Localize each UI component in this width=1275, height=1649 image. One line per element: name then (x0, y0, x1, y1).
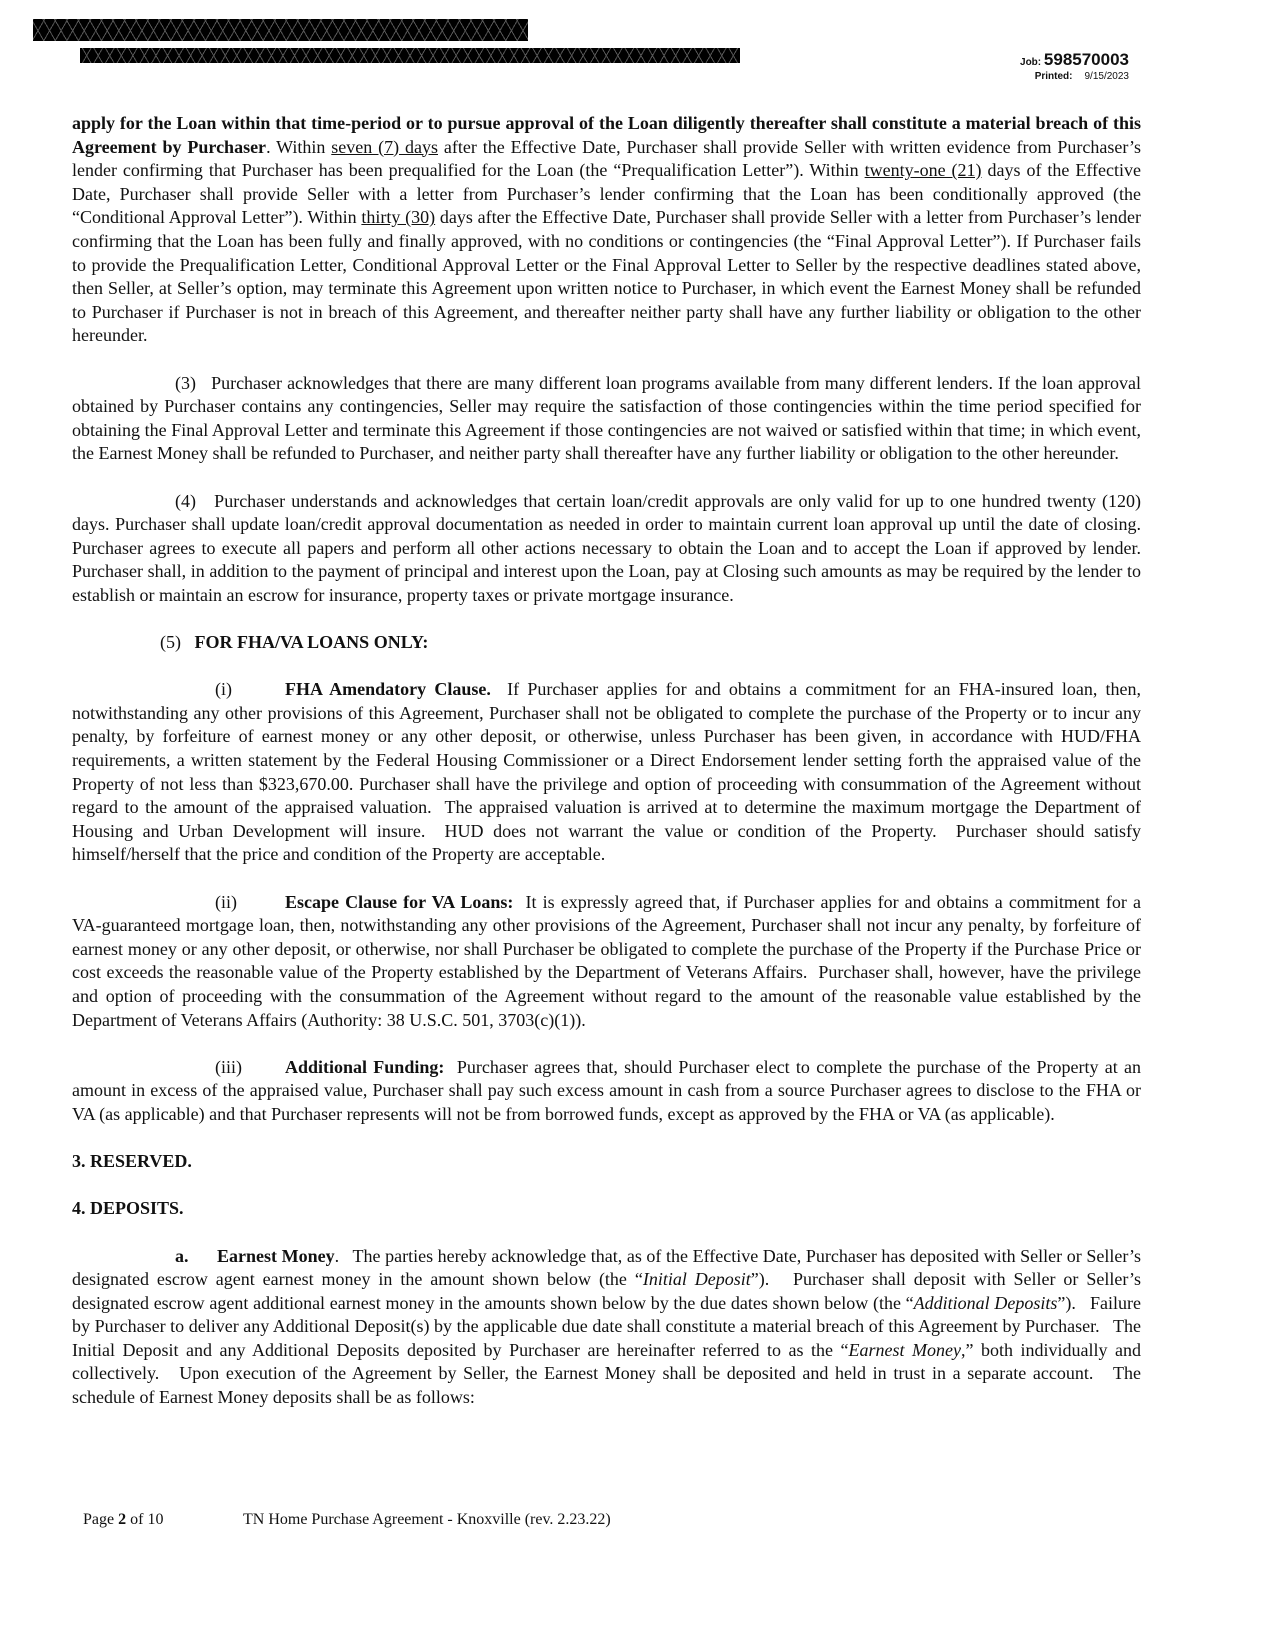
text-run: days after the Effective Date, Purchaser shall provide Seller with a letter from Purchaser’s lender confirming that the Loan has been fully and finally approved, with no conditions or contingencies (the “Final Approval Letter”). If Purchaser fails to provide the Prequalification Letter, Conditional Approval Letter or the Final Approval Letter to Seller by the respective deadlines stated above, then Seller, at Seller’s option, may terminate this Agreement upon written notice to Purchaser, in which event the Earnest Money shall be refunded to Purchaser if Purchaser is not in breach of this Agreement, and thereafter neither party shall have any further liability or obligation to the other hereunder. (72, 207, 1146, 346)
redaction-bar (80, 48, 740, 63)
text-run: after the Effective Date, Purchaser shall provide Seller with written evidence from Purchaser’s lender confirming that Purchaser has been prequalified for the Loan (the “Prequalification Letter”). Within (72, 136, 1146, 181)
paragraph (72, 1197, 1141, 1221)
paragraph (72, 112, 1146, 348)
text-run: thirty (30) (361, 207, 436, 228)
redaction-bar (33, 19, 528, 41)
text-run: (4) Purchaser understands and acknowledges that certain loan/credit approvals are only valid for up to one hundred twenty (120) days. Purchaser shall update loan/credit approval documentation as needed in order to maintain current loan approval up until the date of closing. Purchaser agrees to execute all papers and perform all other actions necessary to obtain the Loan and to accept the Loan if approved by lender. Purchaser shall, in addition to the payment of principal and interest upon the Loan, pay at Closing such amounts as may be required by the lender to establish or maintain an escrow for insurance, property taxes or private mortgage insurance. (72, 490, 1146, 605)
text-run: FOR FHA/VA LOANS ONLY: (194, 632, 429, 653)
page-total: 10 (147, 1511, 164, 1528)
job-label: Job: (1020, 57, 1042, 68)
text-run: Escape Clause for VA Loans: (285, 891, 514, 912)
job-number-value: 598570003 (1043, 50, 1129, 69)
paragraph (72, 678, 1146, 867)
text-run: . Within (266, 136, 332, 157)
paragraph (72, 891, 1146, 1033)
paragraph (72, 1150, 1141, 1174)
paragraph (72, 1056, 1146, 1127)
document-title: TN Home Purchase Agreement - Knoxville (rev. 2.23.22) (243, 1511, 611, 1528)
text-run: seven (7) days (331, 136, 438, 157)
page-word: Page (83, 1511, 115, 1528)
page-footer (83, 1511, 611, 1529)
text-run: It is expressly agreed that, if Purchaser applies for and obtains a commitment for a VA-guaranteed mortgage loan, then, notwithstanding any other provisions of the Agreement, Purchaser shall not incur any penalty, by forfeiture of earnest money or any other deposit, or otherwise, nor shall Purchaser be obligated to complete the purchase of the Property if the Purchase Price or cost exceeds the reasonable value of the Property established by the Department of Veterans Affairs. Purchaser shall, however, have the privilege and option of proceeding with the consummation of the Agreement without regard to the amount of the reasonable value established by the Department of Veterans Affairs (Authority: 38 U.S.C. 501, 3703(c)(1)). (72, 891, 1146, 1030)
text-run: Initial Deposit (642, 1269, 751, 1290)
text-run: Additional Funding: (285, 1056, 445, 1077)
paragraph (72, 490, 1146, 608)
text-run: (i) (215, 679, 232, 700)
text-run: a. (175, 1245, 189, 1266)
text-run: twenty-one (21) (864, 160, 982, 181)
text-run: Earnest Money (217, 1245, 335, 1266)
text-run: ”). Purchaser shall deposit with Seller or Seller’s designated escrow agent additional earnest money in the amounts shown below by the due dates shown below (the “ (72, 1269, 1146, 1313)
printed-date-value: 9/15/2023 (1084, 71, 1129, 82)
of-word: of (130, 1511, 144, 1528)
paragraph (72, 372, 1146, 466)
paragraph (72, 1245, 1146, 1410)
text-run: Purchaser agrees that, should Purchaser elect to complete the purchase of the Property at an amount in excess of the appraised value, Purchaser shall pay such excess amount in cash from a source Purchaser agrees to disclose to the FHA or VA (as applicable) and that Purchaser represents will not be from borrowed funds, except as approved by the FHA or VA (as applicable). (72, 1056, 1146, 1124)
text-run: If Purchaser applies for and obtains a commitment for an FHA-insured loan, then, notwithstanding any other provisions of this Agreement, Purchaser shall not be obligated to complete the purchase of the Property or to incur any penalty, by forfeiture of earnest money or any other deposit, or otherwise, unless Purchaser has been given, in accordance with HUD/FHA requirements, a written statement by the Federal Housing Commissioner or a Direct Endorsement lender setting forth the appraised value of the Property of not less than $323,670.00. Purchaser shall have the privilege and option of proceeding with consummation of the Agreement without regard to the amount of the appraised valuation. The appraised valuation is arrived at to determine the maximum mortgage the Department of Housing and Urban Development will insure. HUD does not warrant the value or condition of the Property. Purchaser should satisfy himself/herself that the price and condition of the Property are acceptable. (72, 679, 1146, 865)
text-run: (5) (160, 632, 195, 653)
printed-label: Printed: (1034, 71, 1073, 82)
text-run: Earnest Money (848, 1339, 961, 1360)
text-run: (3) Purchaser acknowledges that there are many different loan programs available from many different lenders. If the loan approval obtained by Purchaser contains any contingencies, Seller may require the satisfaction of those contingencies within the time period specified for obtaining the Final Approval Letter and terminate this Agreement if those contingencies are not waived or satisfied within that time; in which event, the Earnest Money shall be refunded to Purchaser, and neither party shall thereafter have any further liability or obligation to the other hereunder. (72, 372, 1146, 464)
text-run: apply for the Loan within that time-period or to pursue approval of the Loan diligently thereafter shall constitute a material breach of this Agreement by Purchaser (72, 113, 1145, 157)
printed-date (1035, 71, 1129, 82)
job-number (1020, 50, 1129, 70)
text-run: ”). Failure by Purchaser to deliver any Additional Deposit(s) by the applicable due date shall constitute a material breach of this Agreement by Purchaser. The Initial Deposit and any Additional Deposits deposited by Purchaser are hereinafter referred to as the “ (72, 1292, 1146, 1360)
text-run: Additional Deposits (913, 1292, 1058, 1313)
text-run: FHA Amendatory Clause. (285, 679, 491, 700)
text-run: . The parties hereby acknowledge that, as of the Effective Date, Purchaser has deposited with Seller or Seller’s designated escrow agent earnest money in the amount shown below (the “ (72, 1245, 1146, 1290)
text-run: (iii) (215, 1056, 242, 1077)
text-run: days of the Effective Date, Purchaser shall provide Seller with a letter from Purchaser’s lender confirming that the Loan has been conditionally approved (the “Conditional Approval Letter”). Within (72, 160, 1146, 228)
text-run: 3. RESERVED. (72, 1151, 192, 1172)
document-body (72, 112, 1146, 1433)
text-run: 4. DEPOSITS. (72, 1198, 184, 1219)
text-run: (ii) (215, 891, 237, 912)
text-run: ,” both individually and collectively. Upon execution of the Agreement by Seller, the Earnest Money shall be deposited and held in trust in a separate account. The schedule of Earnest Money deposits shall be as follows: (72, 1339, 1146, 1408)
page-number: 2 (118, 1511, 127, 1528)
paragraph (72, 631, 1141, 655)
